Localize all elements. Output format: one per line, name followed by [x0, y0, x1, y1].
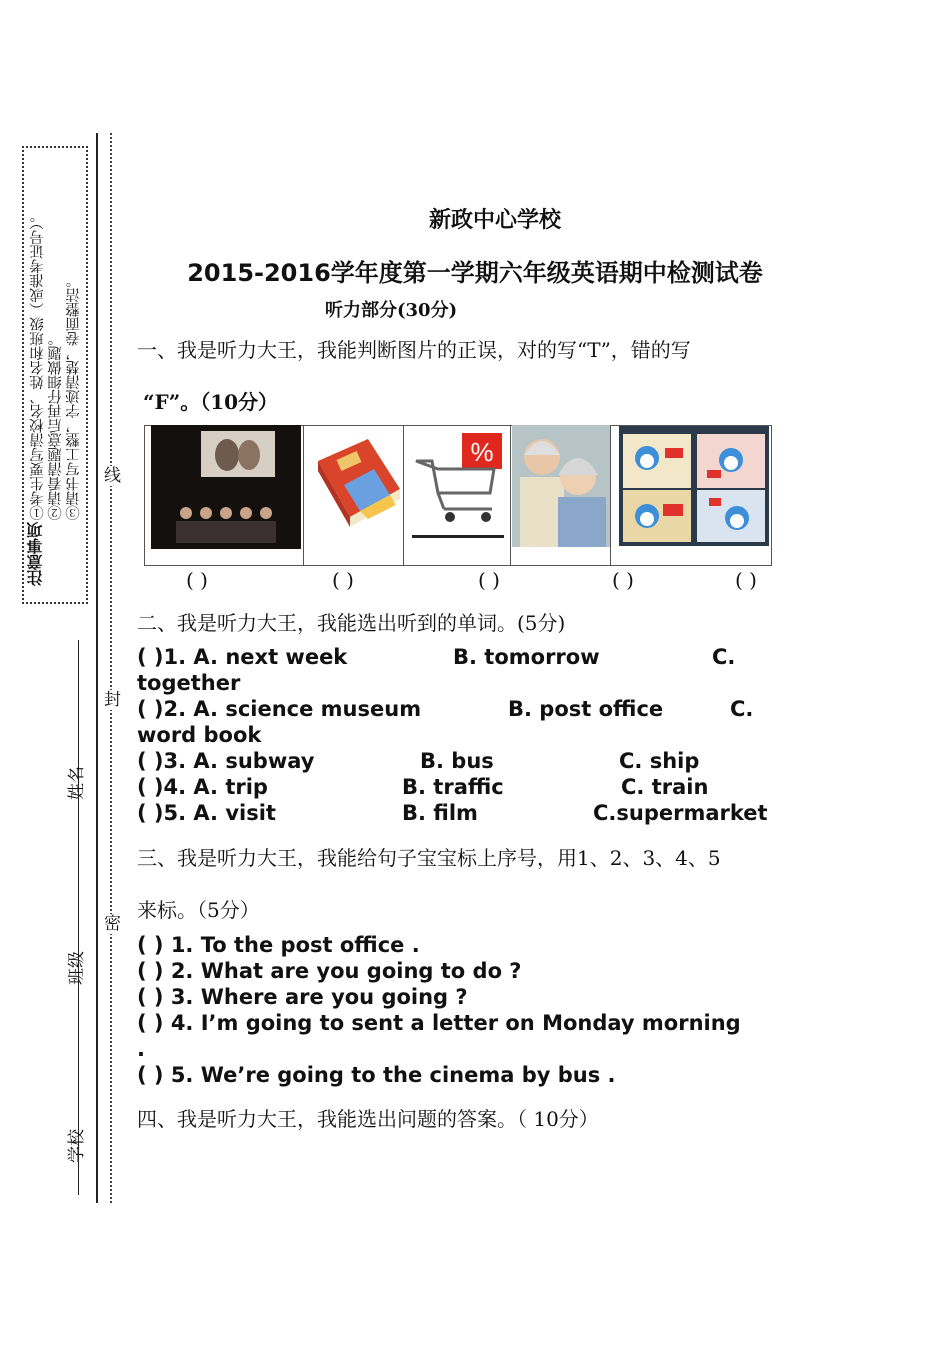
sentence-1: ( ) 1. To the post office . [137, 933, 420, 957]
section3-line2: 来标。（5分） [137, 898, 260, 922]
picture2-answer-blank[interactable]: ( ) [332, 568, 354, 592]
class-field-label: 班级 [67, 951, 87, 985]
exam-title-text: 2015-2016学年度第一学期六年级英语期中检测试卷 [187, 259, 763, 287]
shopping-cart-image [408, 431, 508, 541]
shopping-cart-picture [404, 425, 511, 565]
svg-text:%: % [470, 437, 494, 467]
sentence-2: ( ) 2. What are you going to do ? [137, 959, 522, 983]
comic-image [619, 426, 769, 546]
section2-title: 二、我是听力大王，我能选出听到的单词。(5分) [137, 611, 566, 635]
dictionary-image [308, 433, 404, 533]
picture5-answer-blank[interactable]: ( ) [735, 568, 757, 592]
sentence-4: ( ) 4. I’m going to sent a letter on Monday morning [137, 1011, 741, 1035]
seal-char-line: 线 [104, 466, 121, 486]
picture1-answer-blank[interactable]: ( ) [186, 568, 208, 592]
picture3-answer-blank[interactable]: ( ) [478, 568, 500, 592]
section1-line1: 一、我是听力大王，我能判断图片的正误，对的写“T”，错的写 [137, 338, 691, 362]
dictionary-picture [304, 425, 404, 565]
school-field-label: 学校 [67, 1129, 87, 1163]
school-name: 新政中心学校 [428, 207, 561, 233]
seal-char-mi: 密 [104, 914, 121, 934]
grandparents-image [512, 425, 610, 547]
notice-item-2: ②请看清题意后再仔细做题。 [48, 331, 64, 520]
notice-item-1: ①考生要写清校名、姓名和班级（或准考证号）。 [30, 208, 46, 520]
sentence-4-wrap: . [137, 1037, 145, 1061]
q2-1-wrap: together [137, 671, 241, 695]
q2-2-wrap: word book [137, 723, 262, 747]
section1-line2: “F”。（10分） [143, 390, 279, 414]
exam-title [0, 253, 950, 288]
section3-line1: 三、我是听力大王，我能给句子宝宝标上序号，用1、2、3、4、5 [137, 846, 721, 870]
comic-picture [611, 425, 772, 565]
name-field-label: 姓名 [67, 766, 87, 800]
cinema-image [151, 425, 301, 549]
picture4-answer-blank[interactable]: ( ) [612, 568, 634, 592]
seal-char-feng: 封 [104, 690, 121, 710]
notice-item-3: ③请书写工整，字迹清楚，卷面整洁。 [66, 273, 82, 520]
sentence-3: ( ) 3. Where are you going ? [137, 985, 468, 1009]
binding-dotted-line [110, 133, 112, 1203]
section4-title: 四、我是听力大王，我能选出问题的答案。（ 10分） [137, 1107, 599, 1131]
cinema-picture [144, 425, 304, 565]
class-underline [78, 905, 79, 1090]
notice-label: 注意事项 [26, 522, 45, 586]
part-label: 听力部分(30分) [325, 300, 458, 321]
sentence-5: ( ) 5. We’re going to the cinema by bus . [137, 1063, 616, 1087]
binding-solid-line [96, 133, 98, 1203]
grandparents-picture [511, 425, 611, 565]
